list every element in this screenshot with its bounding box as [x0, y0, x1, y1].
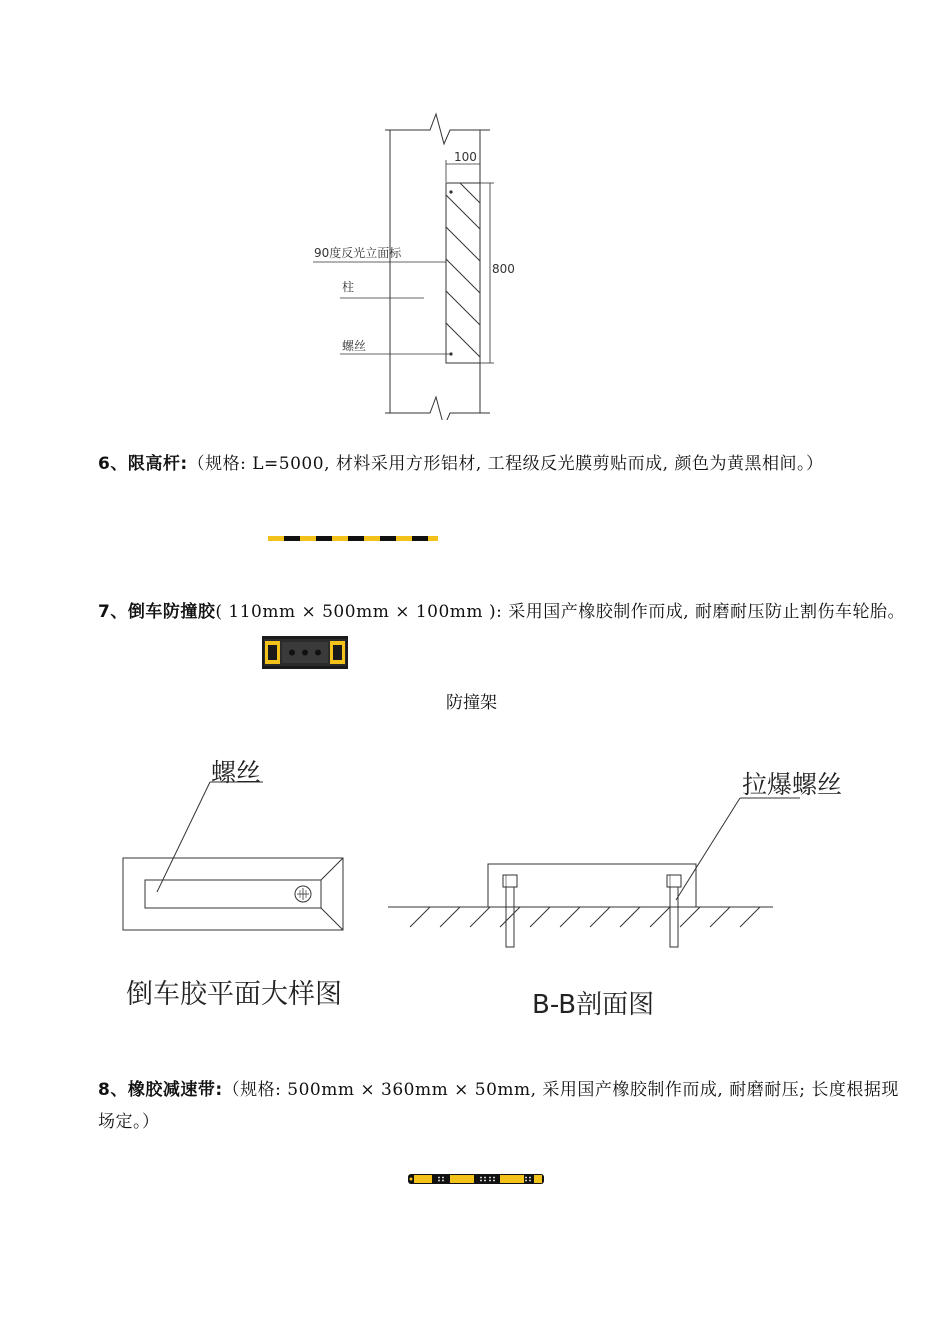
dim-width-label: 100 [454, 150, 477, 164]
wheel-stopper-image [262, 636, 348, 669]
height-limit-bar [268, 536, 438, 541]
plan-caption: 倒车胶平面大样图 [126, 979, 342, 1010]
section8-paragraph [98, 1075, 899, 1105]
section7-heading: 7、倒车防撞胶 [98, 602, 216, 622]
section7-text: ( 110mm × 500mm × 100mm ): 采用国产橡胶制作而成, 耐磨耐压防止割伤车轮胎。 [215, 602, 906, 622]
dim-height-label: 800 [492, 262, 515, 276]
section6-paragraph [98, 449, 824, 479]
speed-bump-image [408, 1170, 544, 1182]
section-caption: B-B剖面图 [532, 990, 655, 1020]
column-label: 柱 [342, 280, 355, 294]
section6-heading: 6、限高杆: [98, 454, 188, 474]
section-anchor-label: 拉爆螺丝 [742, 770, 843, 799]
reflective-marker-label: 90度反光立面标 [314, 246, 402, 260]
screw-label: 螺丝 [342, 339, 367, 353]
section8-heading: 8、橡胶减速带: [98, 1080, 223, 1100]
plan-screw-label: 螺丝 [211, 758, 262, 787]
section8-text-line2: 场定。） [98, 1112, 160, 1132]
section7-paragraph [98, 597, 905, 627]
section6-text: （规格: L=5000, 材料采用方形铝材, 工程级反光膜剪贴而成, 颜色为黄黑相间。） [187, 454, 824, 474]
section7-caption: 防撞架 [446, 693, 497, 713]
section8-text-line1: （规格: 500mm × 360mm × 50mm, 采用国产橡胶制作而成, 耐磨耐压; 长度根据现 [222, 1080, 899, 1100]
